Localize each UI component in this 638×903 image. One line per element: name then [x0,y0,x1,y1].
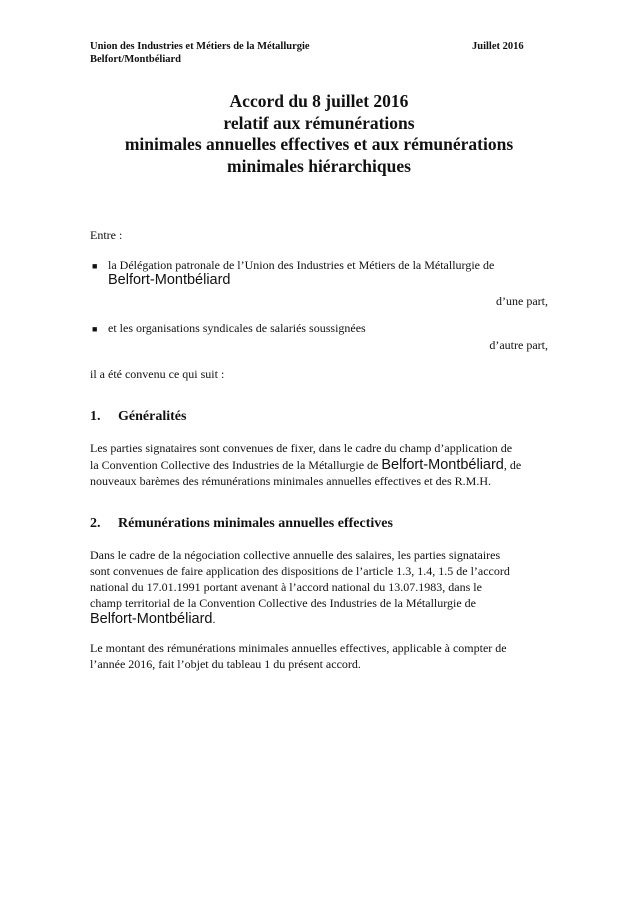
bullet-1-emphasis: Belfort-Montbéliard [108,272,231,288]
s1-line-1: Les parties signataires sont convenues de fixer, dans le cadre du champ d’application de [90,441,513,455]
s1-line-2-emphasis: Belfort-Montbéliard [381,457,504,473]
section-2-title: Rémunérations minimales annuelles effectives [118,516,393,531]
s2-line-5-emphasis: Belfort-Montbéliard [90,611,213,627]
s2-line-1: Dans le cadre de la négociation collective annuelle des salaires, les parties signataires [90,548,501,562]
section-1-heading [90,409,186,425]
bullet-1-right-note: d’une part, [496,294,548,308]
section-1-number: 1. [90,409,101,424]
s2-line-2: sont convenues de faire application des dispositions de l’article 1.3, 1.4, 1.5 de l’accord [90,564,510,578]
s2-line-4: champ territorial de la Convention Collective des Industries de la Métallurgie de [90,596,476,610]
section-2-paragraph-2 [90,640,548,672]
section-2-heading [90,516,393,532]
title-line-3: minimales annuelles effectives et aux rémunérations [124,134,514,154]
section-1-title: Généralités [118,409,187,424]
document-title [60,91,578,177]
bullet-square-icon: ■ [92,324,98,334]
s2-line-5 [90,611,548,627]
header-org-line2: Belfort/Montbéliard [90,54,181,65]
s1-line-2 [90,457,548,473]
header-date: Juillet 2016 [472,41,524,52]
bullet-2-text: et les organisations syndicales de salariés soussignées [108,321,366,335]
bullet-2-right-note: d’autre part, [489,338,548,352]
title-line-2: relatif aux rémunérations [223,112,415,133]
section-2-paragraph-1 [90,547,548,627]
title-line-4: minimales hiérarchiques [227,155,411,176]
s2p2-line-2: l’année 2016, fait l’objet du tableau 1 du présent accord. [90,657,361,671]
entre-label: Entre : [90,228,123,242]
s2p2-line-1: Le montant des rémunérations minimales annuelles effectives, applicable à compter de [90,641,507,655]
bullet-1-text: la Délégation patronale de l’Union des Industries et Métiers de la Métallurgie de [108,258,495,272]
section-1-paragraph [90,440,548,489]
section-2-number: 2. [90,516,101,531]
s2-line-5-tail: . [212,612,216,626]
agreed-line: il a été convenu ce qui suit : [90,367,225,381]
header-org-line1: Union des Industries et Métiers de la Métallurgie [90,41,310,52]
title-line-1: Accord du 8 juillet 2016 [229,91,409,111]
bullet-square-icon: ■ [92,261,98,271]
s1-line-2-text: la Convention Collective des Industries de la Métallurgie de [90,458,379,472]
s2-line-3: national du 17.01.1991 portant avenant à l’accord national du 13.07.1983, dans le [90,580,482,594]
s1-line-3: nouveaux barèmes des rémunérations minimales annuelles effectives et des R.M.H. [90,474,491,488]
s1-line-2-tail: , de [503,458,522,472]
header-organization [90,40,310,66]
